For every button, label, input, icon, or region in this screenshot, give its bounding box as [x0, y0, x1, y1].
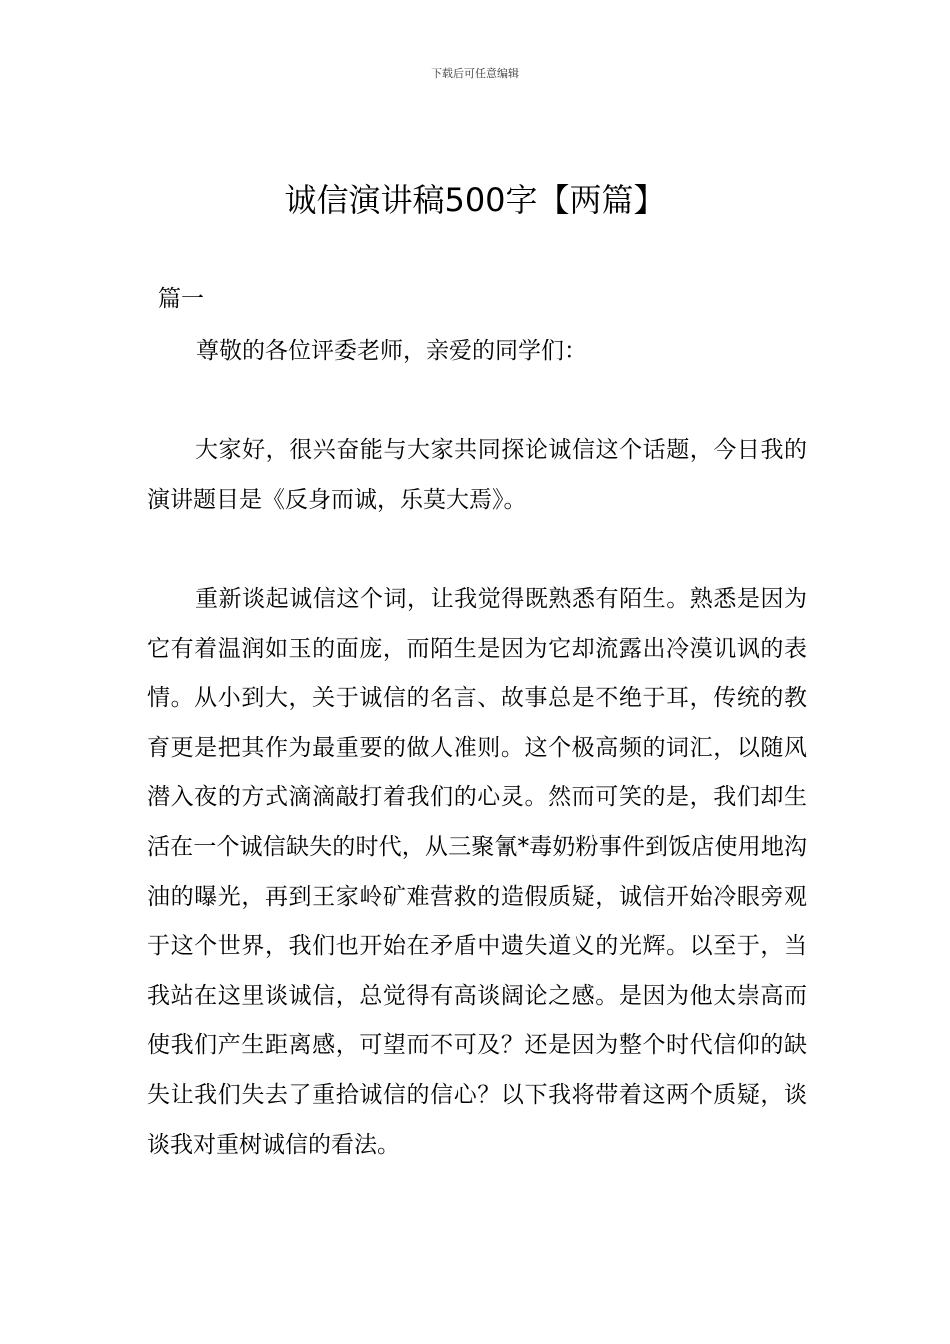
- section-label: 篇一: [158, 286, 204, 312]
- body-paragraph: 大家好，很兴奋能与大家共同探论诚信这个话题，今日我的演讲题目是《反身而诚，乐莫大焉》。: [147, 437, 807, 513]
- body-paragraph: 重新谈起诚信这个词，让我觉得既熟悉有陌生。熟悉是因为它有着温润如玉的面庞，而陌生是因为它却流露出冷漠讥讽的表情。从小到大，关于诚信的名言、故事总是不绝于耳，传统的教育更是把其作为最重要的做人准则。这个极高频的词汇，以随风潜入夜的方式滴滴敲打着我们的心灵。然而可笑的是，我们却生活在一个诚信缺失的时代，从三聚氰*毒奶粉事件到饭店使用地沟油的曝光，再到王家岭矿难营救的造假质疑，诚信开始冷眼旁观于这个世界，我们也开始在矛盾中遗失道义的光辉。以至于，当我站在这里谈诚信，总觉得有高谈阔论之感。是因为他太崇高而使我们产生距离感，可望而不可及？还是因为整个时代信仰的缺失让我们失去了重拾诚信的信心？以下我将带着这两个质疑，谈谈我对重树诚信的看法。: [147, 586, 807, 1158]
- document-title: 诚信演讲稿500字【两篇】: [284, 181, 666, 219]
- salutation: 尊敬的各位评委老师，亲爱的同学们：: [196, 338, 587, 364]
- header-note: 下载后可任意编辑: [431, 67, 519, 80]
